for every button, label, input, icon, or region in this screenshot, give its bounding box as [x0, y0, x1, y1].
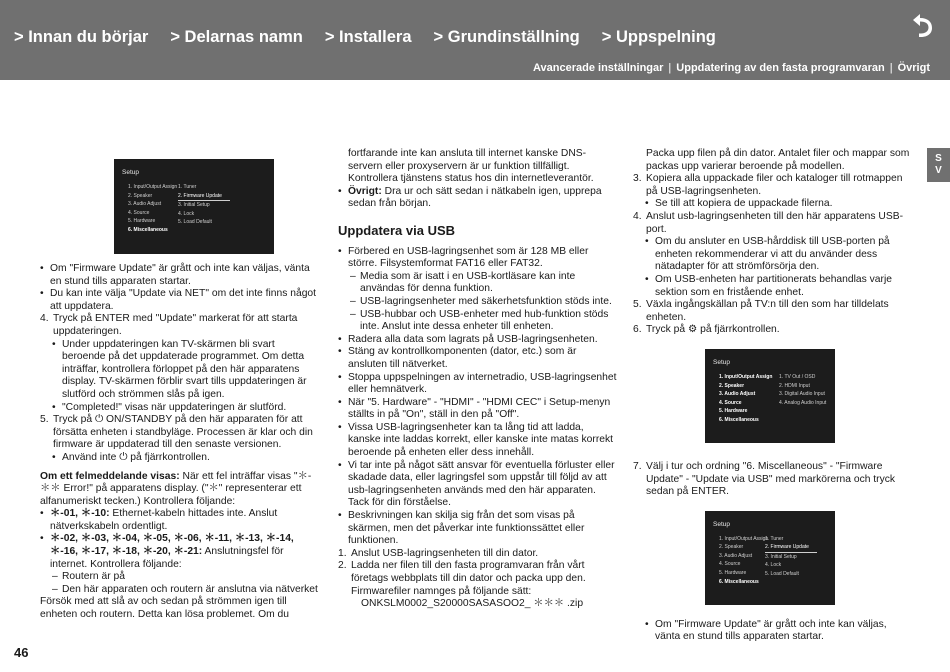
list-item: – Media som är isatt i en USB-kortläsare kan inte användas för denna funktion. — [350, 270, 576, 295]
setup-screen-1: Setup 1. Input/Output Assign 2. Speaker 3. Audio Adjust 4. Source 5. Hardware 6. Miscellaneous 1. Tuner 2. Firmware Update 3. Initial Setup 4. Lock 5. Load Default — [114, 159, 274, 254]
language-tab: S V — [927, 148, 950, 182]
nav-link-delarnas[interactable]: > Delarnas namn — [170, 28, 303, 46]
list-item: • Förbered en USB-lagringsenhet som är 128 MB eller större. Filsystemformat FAT16 eller FAT32. — [338, 245, 589, 270]
subnav-ovrigt[interactable]: Övrigt — [897, 62, 930, 74]
list-item: • ＊-02, ＊-03, ＊-04, ＊-05, ＊-06, ＊-11, ＊-13, ＊-14, ＊-16, ＊-17, ＊-18, ＊-20, ＊-21: Anslutningsfel för internet. Kontrollera följande: — [40, 533, 294, 570]
step-6: 6. Tryck på ⚙ på fjärrkontrollen. — [633, 324, 780, 336]
step-4: 4. Anslut usb-lagringsenheten till den här apparatens USB-port. — [633, 210, 904, 235]
list-item: • När "5. Hardware" - "HDMI" - "HDMI CEC" i Setup-menyn ställts in på "On", ställ in den på "Off". — [338, 396, 611, 421]
list-item: • Övrigt: Dra ur och sätt sedan i nätkabeln igen, upprepa sedan från början. — [338, 185, 602, 210]
column-2: fortfarande inte kan ansluta till internet kanske DNS-servern eller proxyservern är ur funktion tillfälligt. Kontrollera tjänstens status hos din internetleverantör. • Övrigt: Dra ur och sätt sedan i nätkabeln igen, upprepa sedan från början. Uppdatera via USB • Förbered en USB-lagringsenhet som är 128 MB eller större. Filsystemformat FAT16 eller FAT32. – Media som är isatt i en USB-kortläsare kan inte användas för denna funktion. – USB-lagringsenheter med säkerhetsfunktion stöds inte. – USB-hubbar och USB-enheter med hub-funktion stöds inte. Anslut inte dessa enheter till enheten. • Radera alla data som lagrats på USB-lagringsenheten. • Stäng av kontrollkomponenten (dator, etc.) som är ansluten till nätverket. • Stoppa uppspelningen av internetradio, USB-lagringsenhet eller hemnätverk. • När "5. Hardware" - "HDMI" - "HDMI CEC" i Setup-menyn ställts in på "On", ställ in den på "Off". • Vissa USB-lagringsenheter kan ta lång tid att ladda, kanske inte laddas korrekt, eller kanske inte matas korrekt beroende på enheten eller dess innehåll. • Vi tar inte på något sätt ansvar för eventuella förluster eller skadade data, eller lagringsfel som uppstår till följd av att usb-lagringsenheten används med den här apparaten. Tack för din förståelse. • Beskrivningen kan skilja sig från det som visas på skärmen, men det påverkar inte funktionssättet eller funktionen. 1. Anslut USB-lagringsenheten till din dator. 2. Ladda ner filen till den fasta programvaran från vårt företags webbplats till din dator och packa upp den. Firmwarefiler namnges på följande sätt: ONKSLM0002_S20000SASASOO2_ ＊＊＊ .zip — [338, 148, 617, 610]
gear-icon: ⚙ — [687, 324, 698, 336]
list-item: • Se till att kopiera de uppackade filerna. — [645, 198, 833, 210]
list-item: • Stoppa uppspelningen av internetradio, USB-lagringsenhet eller hemnätverk. — [338, 371, 617, 396]
list-item: • Om du ansluter en USB-hårddisk till USB-porten på enheten rekommenderar vi att du använder dess nätadapter för att strömförsörja den. — [645, 236, 890, 273]
list-item: • Om "Firmware Update" är grått och inte kan väljas, vänta en stund tills apparaten startar. — [40, 263, 310, 287]
list-item: – USB-hubbar och USB-enheter med hub-funktion stöds inte. Anslut inte dessa enheter till enheten. — [350, 308, 609, 333]
power-icon: ⏻ — [119, 451, 128, 463]
step-2: 2. Ladda ner filen till den fasta programvaran från vårt företags webbplats till din dator och packa upp den. Firmwarefiler namnges på följande sätt: — [338, 560, 586, 597]
subnav-avancerade[interactable]: Avancerade inställningar — [533, 62, 664, 74]
column-3: Packa upp filen på din dator. Antalet filer och mappar som packas upp varierar beroende på modellen. 3. Kopiera alla uppackade filer och kataloger till rotmappen på USB-lagringsenheten. • Se till att kopiera de uppackade filerna. 4. Anslut usb-lagringsenheten till den här apparatens USB-port. • Om du ansluter en USB-hårddisk till USB-porten på enheten rekommenderar vi att du använder dess nätadapter för att strömförsörja den. • Om USB-enheten har partitionerats behandlas varje sektion som en fristående enhet. 5. Växla ingångskällan på TV:n till den som har tilldelats enheten. 6. Tryck på ⚙ på fjärrkontrollen. Setup 1. Input/Output Assign 2. Speaker 3. Audio Adjust 4. Source 5. Hardware 6. Miscellaneous 1. TV Out / OSD 2. HDMI Input 3. Digital Audio Input 4. Analog Audio Input 7. Välj i tur och ordning "6. Miscellaneous" - "Firmware Update" - "Update via USB" med markörerna och tryck sedan på ENTER. Setup 1. Input/Output Assign 2. Speaker 3. Audio Adjust 4. Source 5. Hardware 6. Miscellaneous 1. Tuner 2. Firmware Update 3. Initial Setup 4. Lock 5. Load Default • Om "Firmware Update" är grått och inte kan väljas, vänta en stund tills apparaten startar. — [633, 148, 913, 644]
list-item: • Om "Firmware Update" är grått och inte kan väljas, vänta en stund tills apparaten startar. — [645, 618, 887, 643]
nav-link-installera[interactable]: > Installera — [324, 28, 412, 46]
list-item: – Routern är på — [52, 571, 125, 583]
step-5: 5. Tryck på ⏻ ON/STANDBY på den här apparaten för att försätta enheten i standbyläge. Processen är klar och din firmware är uppdaterad till den senaste versionen. — [40, 414, 313, 451]
list-item: • Vi tar inte på något sätt ansvar för eventuella förluster eller skadade data, eller lagringsfel som uppstår till följd av att usb-lagringsenheten används med den här apparaten. Tack för din förståelse. — [338, 459, 615, 509]
error-paragraph: Om ett felmeddelande visas: När ett fel inträffar visas "＊-＊＊ Error!" på apparatens display. ("＊" representerar ett alfanumeriskt tecken.) Kontrollera följande: — [40, 470, 312, 507]
step-5: 5. Växla ingångskällan på TV:n till den som har tilldelats enheten. — [633, 299, 889, 323]
list-item: – USB-lagringsenheter med säkerhetsfunktion stöds inte. — [350, 295, 612, 307]
step-7: 7. Välj i tur och ordning "6. Miscellaneous" - "Firmware Update" - "Update via USB" med markörerna och tryck sedan på ENTER. — [633, 460, 896, 498]
power-icon: ⏻ — [94, 414, 104, 426]
list-item: • Radera alla data som lagrats på USB-lagringsenheten. — [338, 333, 598, 345]
page-number: 46 — [14, 645, 29, 660]
sub-nav: Avancerade inställningar | Uppdatering av den fasta programvaran | Övrigt — [533, 62, 930, 74]
back-arrow-icon[interactable] — [906, 10, 936, 40]
column-1: Setup 1. Input/Output Assign 2. Speaker 3. Audio Adjust 4. Source 5. Hardware 6. Miscellaneous 1. Tuner 2. Firmware Update 3. Initial Setup 4. Lock 5. Load Default • Om "Firmware Update" är grått och inte kan väljas, vänta en stund tills apparaten startar. • Du kan inte välja "Update via NET" om det inte finns något att uppdatera. 4. Tryck på ENTER med "Update" markerat för att starta uppdateringen. • Under uppdateringen kan TV-skärmen bli svart beroende på det uppdaterade programmet. Om detta inträffar, kontrollera förloppet på den här apparatens display. TV-skärmen förblir svart tills uppdateringen är slutförd och strömmen slås på igen. • "Completed!" visas när uppdateringen är slutförd. 5. Tryck på ⏻ ON/STANDBY på den här apparaten för att försätta enheten i standbyläge. Processen är klar och din firmware är uppdaterad till den senaste versionen. • Använd inte ⏻ på fjärrkontrollen. Om ett felmeddelande visas: När ett fel inträffar visas "＊-＊＊ Error!" på apparatens display. ("＊" representerar ett alfanumeriskt tecken.) Kontrollera följande: • ＊-01, ＊-10: Ethernet-kabeln hittades inte. Anslut nätverkskabeln ordentligt. • ＊-02, ＊-03, ＊-04, ＊-05, ＊-06, ＊-11, ＊-13, ＊-14, ＊-16, ＊-17, ＊-18, ＊-20, ＊-21: Anslutningsfel för internet. Kontrollera följande: – Routern är på – Den här apparaten och routern är anslutna via nätverket Försök med att slå av och sedan på strömmen igen till enheten och routern. Detta kan lösa problemet. Om du — [40, 155, 320, 622]
step-4: 4. Tryck på ENTER med "Update" markerat för att starta uppdateringen. — [40, 313, 298, 337]
subnav-uppdatering[interactable]: Uppdatering av den fasta programvaran — [676, 62, 885, 74]
list-item: • Stäng av kontrollkomponenten (dator, etc.) som är ansluten till nätverket. — [338, 346, 577, 370]
nav-link-uppspelning[interactable]: > Uppspelning — [601, 28, 716, 46]
list-item: • Beskrivningen kan skilja sig från det som visas på skärmen, men det påverkar inte funktionssättet eller funktionen. — [338, 510, 585, 547]
list-item: • Om USB-enheten har partitionerats behandlas varje sektion som en fristående enhet. — [645, 273, 892, 298]
nav-link-grund[interactable]: > Grundinställning — [433, 28, 580, 46]
step-3: 3. Kopiera alla uppackade filer och kataloger till rotmappen på USB-lagringsenheten. — [633, 173, 903, 197]
list-item: • "Completed!" visas när uppdateringen är slutförd. — [52, 401, 287, 413]
section-heading: Uppdatera via USB — [338, 222, 456, 238]
firmware-filename: ONKSLM0002_S20000SASASOO2_ ＊＊＊ .zip — [361, 598, 584, 610]
setup-screen-2: Setup 1. Input/Output Assign 2. Speaker 3. Audio Adjust 4. Source 5. Hardware 6. Miscellaneous 1. TV Out / OSD 2. HDMI Input 3. Digital Audio Input 4. Analog Audio Input — [705, 349, 835, 443]
list-item: – Den här apparaten och routern är anslutna via nätverket — [52, 583, 318, 595]
top-nav — [14, 28, 738, 47]
header-bar — [0, 0, 950, 80]
step-1: 1. Anslut USB-lagringsenheten till din dator. — [338, 547, 539, 559]
setup-screen-3: Setup 1. Input/Output Assign 2. Speaker 3. Audio Adjust 4. Source 5. Hardware 6. Miscellaneous 1. Tuner 2. Firmware Update 3. Initial Setup 4. Lock 5. Load Default — [705, 511, 835, 605]
list-item: • Vissa USB-lagringsenheter kan ta lång tid att ladda, kanske inte laddas korrekt, eller kanske inte matas korrekt beroende på enheten eller dess innehåll. — [338, 421, 613, 459]
list-item: • Använd inte ⏻ på fjärrkontrollen. — [52, 451, 210, 463]
nav-link-innan[interactable]: > Innan du börjar — [14, 28, 149, 46]
list-item: • ＊-01, ＊-10: Ethernet-kabeln hittades inte. Anslut nätverkskabeln ordentligt. — [40, 508, 278, 532]
list-item: • Du kan inte välja "Update via NET" om det inte finns något att uppdatera. — [40, 288, 317, 312]
list-item: • Under uppdateringen kan TV-skärmen bli svart beroende på det uppdaterade programmet. Om detta inträffar, kontrollera förloppet på den här apparatens display. TV-skärmen förblir svart tills uppdateringen är slutförd och strömmen slås på igen. — [52, 338, 307, 400]
